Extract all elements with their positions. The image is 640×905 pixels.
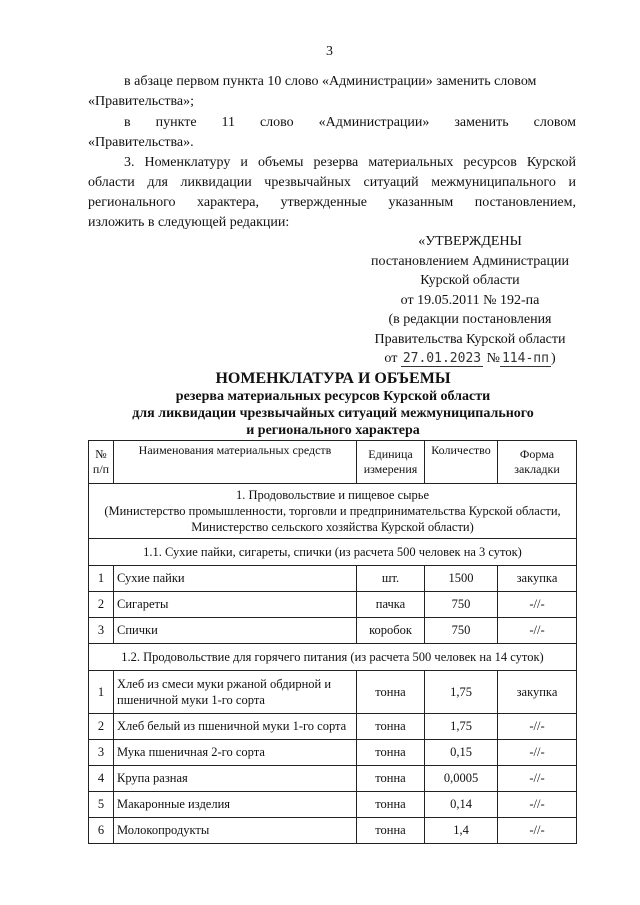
cell-unit: тонна bbox=[357, 792, 425, 818]
cell-qty: 0,14 bbox=[425, 792, 498, 818]
paragraph-3-line-1: 3. Номенклатуру и объемы резерва материальных ресурсов Курской bbox=[124, 155, 576, 170]
cell-qty: 750 bbox=[425, 592, 498, 618]
paragraph-3-line-2: области для ликвидации чрезвычайных ситуаций межмуниципального и bbox=[88, 175, 576, 190]
cell-qty: 1500 bbox=[425, 566, 498, 592]
cell-form: закупка bbox=[498, 566, 577, 592]
header-qty: Количество bbox=[425, 441, 498, 484]
cell-name: Спички bbox=[114, 618, 357, 644]
cell-name: Макаронные изделия bbox=[114, 792, 357, 818]
cell-name: Хлеб белый из пшеничной муки 1-го сорта bbox=[114, 714, 357, 740]
approval-line: Курской области bbox=[420, 273, 520, 288]
word: заменить bbox=[454, 115, 509, 130]
section-1-heading: 1. Продовольствие и пищевое сырье (Министерство промышленности, торговли и предпринимательства Курской области, Министерство сельского хозяйства Курской области) bbox=[89, 484, 577, 539]
word: словом bbox=[533, 115, 576, 130]
cell-name: Молокопродукты bbox=[114, 818, 357, 844]
cell-form: -//- bbox=[498, 818, 577, 844]
handwritten-number: 114-пп bbox=[501, 351, 549, 366]
cell-unit: тонна bbox=[357, 714, 425, 740]
header-form: Форма закладки bbox=[498, 441, 577, 484]
subsection-1-2: 1.2. Продовольствие для горячего питания (из расчета 500 человек на 14 суток) bbox=[89, 644, 577, 671]
word: 11 bbox=[221, 115, 235, 130]
cell-unit: тонна bbox=[357, 766, 425, 792]
cell-unit: тонна bbox=[357, 671, 425, 714]
table-row bbox=[89, 792, 577, 818]
cell-form: закупка bbox=[498, 671, 577, 714]
approval-stamp bbox=[355, 232, 585, 369]
header-unit: Единица измерения bbox=[357, 441, 425, 484]
closing-paren: ) bbox=[550, 351, 556, 366]
cell-qty: 0,0005 bbox=[425, 766, 498, 792]
cell-qty: 1,75 bbox=[425, 714, 498, 740]
word: «Администрации» bbox=[318, 115, 430, 130]
approval-line: (в редакции постановления bbox=[388, 312, 552, 327]
approval-line: Правительства Курской области bbox=[374, 331, 566, 347]
cell-name: Крупа разная bbox=[114, 766, 357, 792]
cell-num: 5 bbox=[89, 792, 114, 818]
number-prefix: № bbox=[486, 351, 500, 366]
paragraph-1-line-2: «Правительства»; bbox=[88, 94, 194, 109]
cell-unit: пачка bbox=[357, 592, 425, 618]
approval-line: от 19.05.2011 № 192-па bbox=[400, 292, 540, 308]
cell-num: 4 bbox=[89, 766, 114, 792]
header-name: Наименования материальных средств bbox=[114, 441, 357, 484]
table-row bbox=[89, 740, 577, 766]
table-row bbox=[89, 766, 577, 792]
cell-num: 1 bbox=[89, 671, 114, 714]
cell-name: Сигареты bbox=[114, 592, 357, 618]
approval-line: «УТВЕРЖДЕНЫ bbox=[418, 234, 522, 249]
cell-num: 3 bbox=[89, 740, 114, 766]
page-number: 3 bbox=[326, 44, 333, 59]
cell-num: 1 bbox=[89, 566, 114, 592]
cell-qty: 0,15 bbox=[425, 740, 498, 766]
document-subtitle-line-3: и регионального характера bbox=[246, 423, 420, 438]
cell-num: 3 bbox=[89, 618, 114, 644]
word: слово bbox=[259, 115, 294, 130]
table-row bbox=[89, 671, 577, 714]
subsection-1-1: 1.1. Сухие пайки, сигареты, спички (из расчета 500 человек на 3 суток) bbox=[89, 539, 577, 566]
cell-name: Хлеб из смеси муки ржаной обдирной и пшеничной муки 1-го сорта bbox=[114, 671, 357, 714]
cell-num: 2 bbox=[89, 592, 114, 618]
subsection-row bbox=[89, 644, 577, 671]
paragraph-1-line-1: в абзаце первом пункта 10 слово «Администрации» заменить словом bbox=[124, 74, 537, 89]
paragraph-3-line-3: регионального характера, утвержденные указанным постановлением, bbox=[88, 195, 576, 210]
table-header-row bbox=[89, 441, 577, 484]
subsection-row bbox=[89, 539, 577, 566]
cell-form: -//- bbox=[498, 618, 577, 644]
approval-date-line bbox=[355, 349, 585, 369]
cell-num: 2 bbox=[89, 714, 114, 740]
paragraph-2-line-1 bbox=[124, 113, 576, 133]
cell-num: 6 bbox=[89, 818, 114, 844]
section-row bbox=[89, 484, 577, 539]
table-row bbox=[89, 618, 577, 644]
cell-unit: тонна bbox=[357, 740, 425, 766]
paragraph-2-line-2: «Правительства». bbox=[88, 135, 194, 150]
table-row bbox=[89, 592, 577, 618]
cell-form: -//- bbox=[498, 792, 577, 818]
cell-unit: тонна bbox=[357, 818, 425, 844]
cell-unit: шт. bbox=[357, 566, 425, 592]
date-prefix: от bbox=[384, 351, 398, 366]
handwritten-date: 27.01.2023 bbox=[402, 351, 482, 366]
cell-form: -//- bbox=[498, 714, 577, 740]
cell-form: -//- bbox=[498, 740, 577, 766]
cell-qty: 1,75 bbox=[425, 671, 498, 714]
table-row bbox=[89, 818, 577, 844]
cell-form: -//- bbox=[498, 592, 577, 618]
resources-table bbox=[88, 440, 577, 844]
word: в bbox=[124, 115, 131, 130]
cell-name: Мука пшеничная 2-го сорта bbox=[114, 740, 357, 766]
header-num: № п/п bbox=[89, 441, 114, 484]
cell-name: Сухие пайки bbox=[114, 566, 357, 592]
cell-qty: 1,4 bbox=[425, 818, 498, 844]
document-subtitle-line-2: для ликвидации чрезвычайных ситуаций межмуниципального bbox=[132, 406, 534, 421]
table-row bbox=[89, 566, 577, 592]
document-title: НОМЕНКЛАТУРА И ОБЪЕМЫ bbox=[215, 370, 451, 387]
paragraph-3-line-4: изложить в следующей редакции: bbox=[88, 215, 290, 230]
table-row bbox=[89, 714, 577, 740]
document-subtitle-line-1: резерва материальных ресурсов Курской области bbox=[175, 389, 491, 404]
cell-form: -//- bbox=[498, 766, 577, 792]
cell-unit: коробок bbox=[357, 618, 425, 644]
cell-qty: 750 bbox=[425, 618, 498, 644]
approval-line: постановлением Администрации bbox=[371, 253, 569, 269]
word: пункте bbox=[155, 115, 197, 130]
